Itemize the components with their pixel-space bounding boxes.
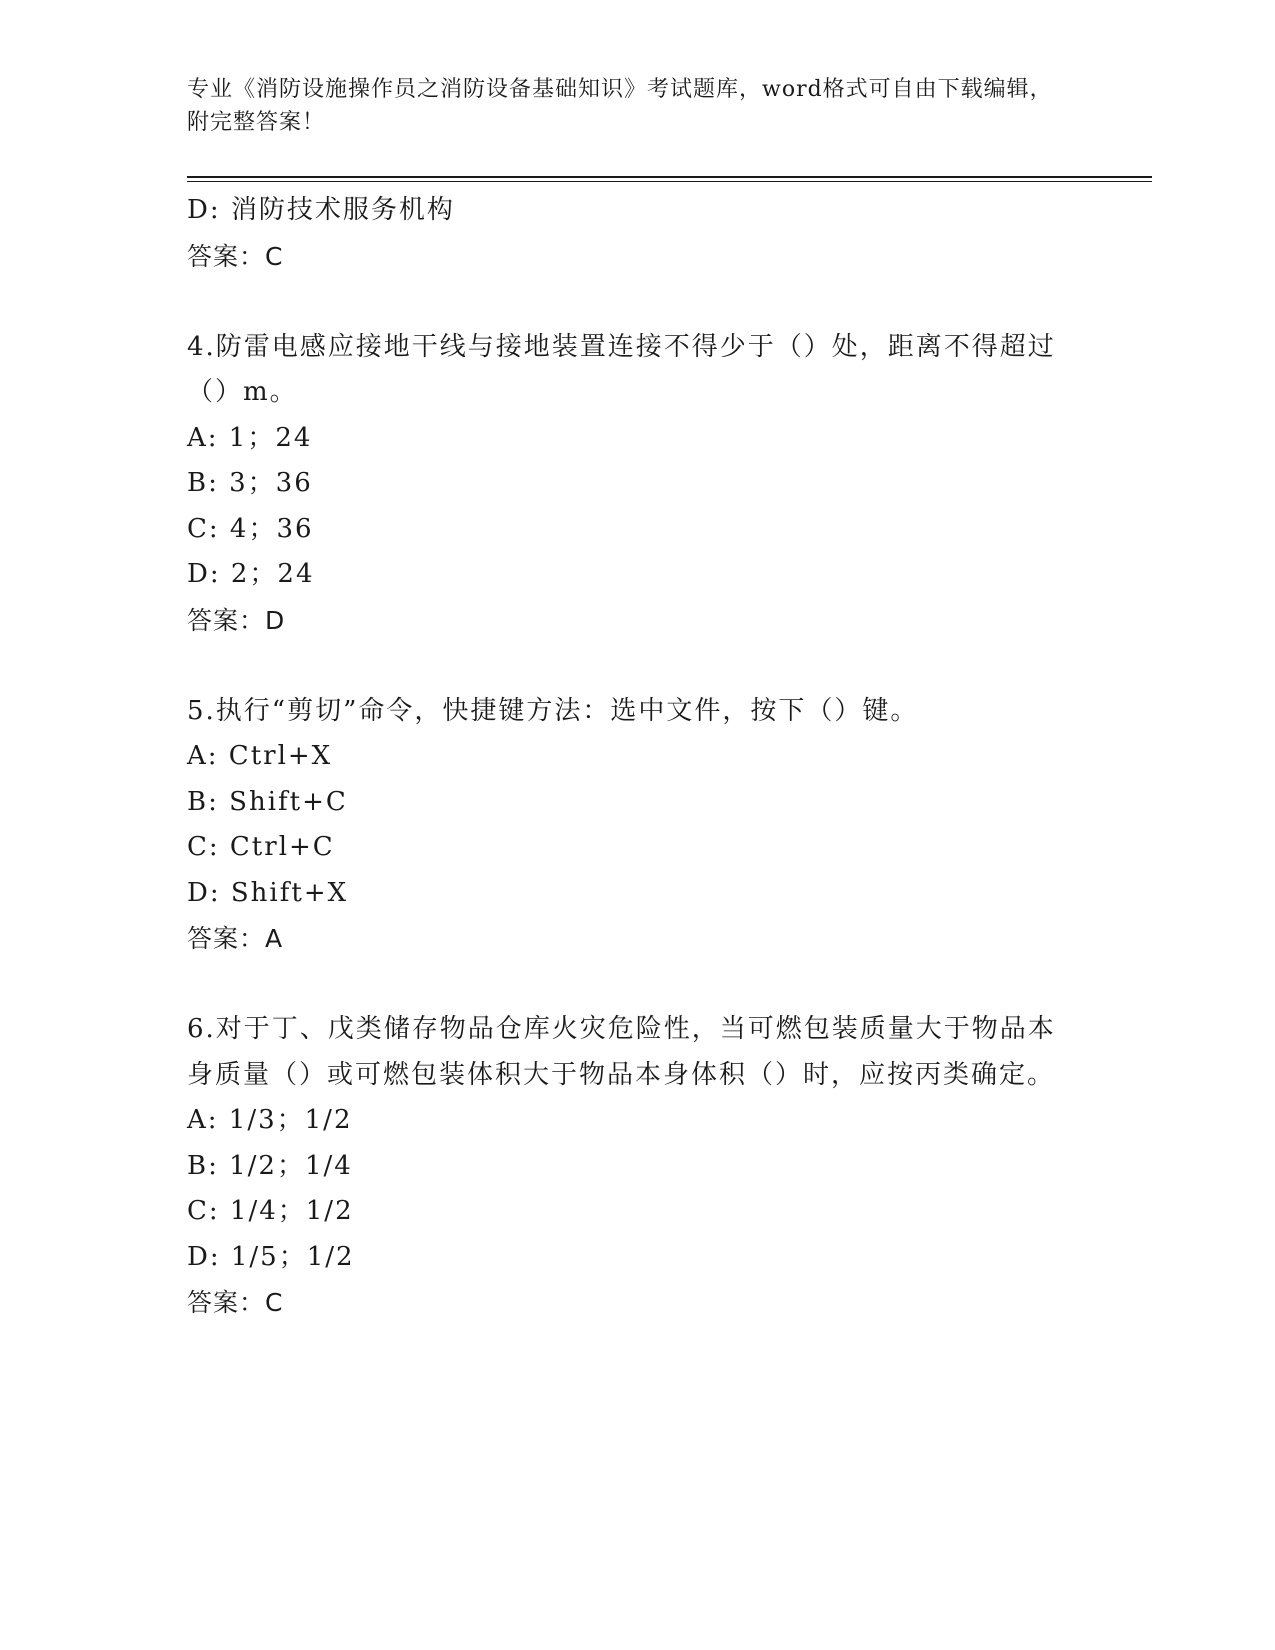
question-stem: 4.防雷电感应接地干线与接地装置连接不得少于（）处，距离不得超过（）m。 (187, 331, 1056, 407)
option-a: A: 1；24 (187, 422, 313, 453)
option-d: D: Shift+X (187, 877, 349, 908)
document-header (187, 73, 1067, 139)
option-b: B: 1/2；1/4 (187, 1150, 353, 1181)
spacer (187, 962, 1067, 1008)
option-d: D: 消防技术服务机构 (187, 195, 455, 225)
option-c: C: Ctrl+C (187, 832, 335, 862)
header-title: 专业《消防设施操作员之消防设备基础知识》考试题库，word格式可自由下载编辑，附完整答案！ (187, 77, 1053, 135)
question-5 (187, 689, 1067, 962)
option-a: A: 1/3；1/2 (187, 1105, 353, 1135)
question-4 (187, 325, 1067, 644)
answer-line: 答案：D (187, 605, 286, 635)
option-b: B: Shift+C (187, 786, 348, 817)
answer-line: 答案：C (187, 241, 284, 271)
header-rule-thin (187, 181, 1152, 182)
question-content (187, 188, 1067, 1326)
spacer (187, 279, 1067, 325)
answer-line: 答案：A (187, 924, 284, 953)
option-c: C: 4；36 (187, 513, 314, 544)
answer-line: 答案：C (187, 1288, 284, 1317)
option-d: D: 2；24 (187, 559, 315, 589)
question-stem: 5.执行“剪切”命令，快捷键方法：选中文件，按下（）键。 (187, 695, 919, 726)
option-a: A: Ctrl+X (187, 741, 333, 771)
spacer (187, 643, 1067, 689)
question-stem: 6.对于丁、戊类储存物品仓库火灾危险性，当可燃包装质量大于物品本身质量（）或可燃包装体积大于物品本身体积（）时，应按丙类确定。 (187, 1014, 1056, 1090)
question-6 (187, 1007, 1067, 1326)
header-rule-thick (187, 176, 1152, 178)
option-b: B: 3；36 (187, 468, 313, 498)
option-d: D: 1/5；1/2 (187, 1241, 355, 1272)
option-c: C: 1/4；1/2 (187, 1196, 354, 1226)
